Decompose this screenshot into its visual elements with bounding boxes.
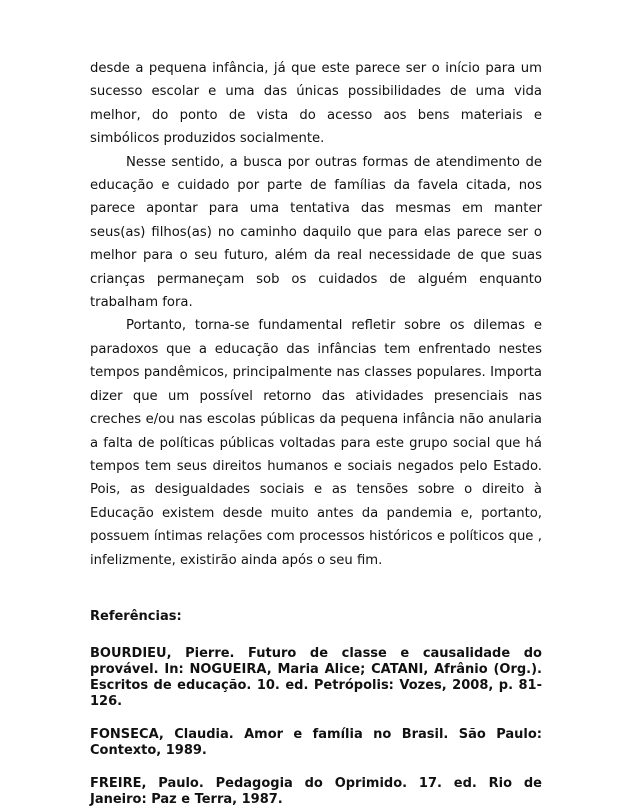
reference-fonseca: FONSECA, Claudia. Amor e família no Brasil. São Paulo: Contexto, 1989.	[90, 726, 542, 758]
reference-freire: FREIRE, Paulo. Pedagogia do Oprimido. 17. ed. Rio de Janeiro: Paz e Terra, 1987.	[90, 775, 542, 807]
body-paragraph-continuation: desde a pequena infância, já que este parece ser o início para um sucesso escolar e uma das únicas possibilidades de uma vida melhor, do ponto de vista do acesso aos bens materiais e simbólicos produzidos socialmente.	[90, 61, 542, 147]
body-paragraph-portanto: Portanto, torna-se fundamental refletir sobre os dilemas e paradoxos que a educação das infâncias tem enfrentado nestes tempos pandêmicos, principalmente nas classes populares. Importa dizer que um possível retorno das atividades presenciais nas creches e/ou nas escolas públicas da pequena infância não anularia a falta de políticas públicas voltadas para este grupo social que há tempos tem seus direitos humanos e sociais negados pelo Estado. Pois, as desigualdades sociais e as tensões sobre o direito à Educação existem desde muito antes da pandemia e, portanto, possuem íntimas relações com processos históricos e políticos que , infelizmente, existirão ainda após o seu fim.	[90, 318, 542, 568]
reference-bourdieu: BOURDIEU, Pierre. Futuro de classe e causalidade do provável. In: NOGUEIRA, Maria Alice; CATANI, Afrânio (Org.). Escritos de educação. 10. ed. Petrópolis: Vozes, 2008, p. 81-126.	[90, 645, 542, 709]
body-paragraph-nesse-sentido: Nesse sentido, a busca por outras formas de atendimento de educação e cuidado por parte de famílias da favela citada, nos parece apontar para uma tentativa das mesmas em manter seus(as) filhos(as) no caminho daquilo que para elas parece ser o melhor para o seu futuro, além da real necessidade de que suas crianças permaneçam sob os cuidados de alguém enquanto trabalham fora.	[90, 154, 542, 311]
document-page	[90, 57, 542, 808]
references-heading: Referências:	[90, 608, 182, 624]
